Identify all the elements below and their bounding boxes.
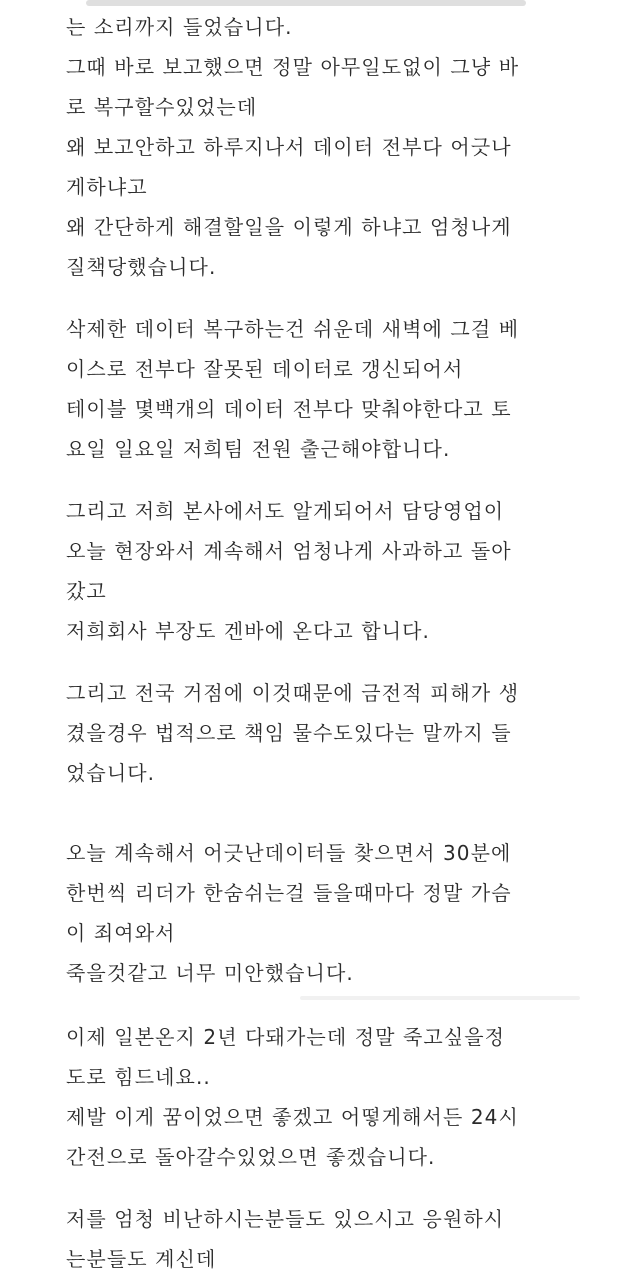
text-line: 게하냐고 (66, 175, 148, 199)
text-line: 도로 힘드네요.. (66, 1065, 211, 1089)
text-line: 테이블 몇백개의 데이터 전부다 맞춰야한다고 토 (66, 397, 512, 421)
text-line: 왜 간단하게 해결할일을 이렇게 하냐고 엄청나게 (66, 215, 512, 239)
text-line: 오늘 현장와서 계속해서 엄청나게 사과하고 돌아 (66, 539, 512, 563)
text-line: 오늘 계속해서 어긋난데이터들 찾으면서 30분에 (66, 841, 512, 865)
text-line: 는 소리까지 들었습니다. (66, 15, 293, 39)
cut-off-line (66, 0, 526, 14)
text-line: 저희회사 부장도 겐바에 온다고 합니다. (66, 619, 431, 643)
text-line: 이제 일본온지 2년 다돼가는데 정말 죽고싶을정 (66, 1025, 506, 1049)
text-line: 이스로 전부다 잘못된 데이터로 갱신되어서 (66, 357, 464, 381)
text-line: 한번씩 리더가 한숨쉬는걸 들을때마다 정말 가슴 (66, 881, 512, 905)
text-line: 제발 이게 꿈이었으면 좋겠고 어떻게해서든 24시 (66, 1105, 519, 1129)
text-line: 었습니다. (66, 761, 156, 785)
text-line: 삭제한 데이터 복구하는건 쉬운데 새벽에 그걸 베 (66, 317, 520, 341)
text-line: 저를 엄청 비난하시는분들도 있으시고 응원하시 (66, 1207, 505, 1231)
faint-watermark (300, 996, 580, 1000)
text-line: 는분들도 계신데 (66, 1247, 217, 1271)
text-line: 요일 일요일 저희팀 전원 출근해야합니다. (66, 437, 451, 461)
text-line: 그리고 저희 본사에서도 알게되어서 담당영업이 (66, 499, 505, 523)
text-line: 이 죄여와서 (66, 921, 176, 945)
text-line: 간전으로 돌아갈수있었으면 좋겠습니다. (66, 1145, 436, 1169)
text-line: 겼을경우 법적으로 책임 물수도있다는 말까지 들 (66, 721, 512, 745)
text-line: 갔고 (66, 579, 107, 603)
text-line: 죽을것같고 너무 미안했습니다. (66, 961, 354, 985)
text-line: 그리고 전국 거점에 이것때문에 금전적 피해가 생 (66, 681, 520, 705)
text-line: 왜 보고안하고 하루지나서 데이터 전부다 어긋나 (66, 135, 512, 159)
text-line: 질책당했습니다. (66, 255, 217, 279)
text-line: 로 복구할수있었는데 (66, 95, 258, 119)
text-line: 그때 바로 보고했으면 정말 아무일도없이 그냥 바 (66, 55, 520, 79)
